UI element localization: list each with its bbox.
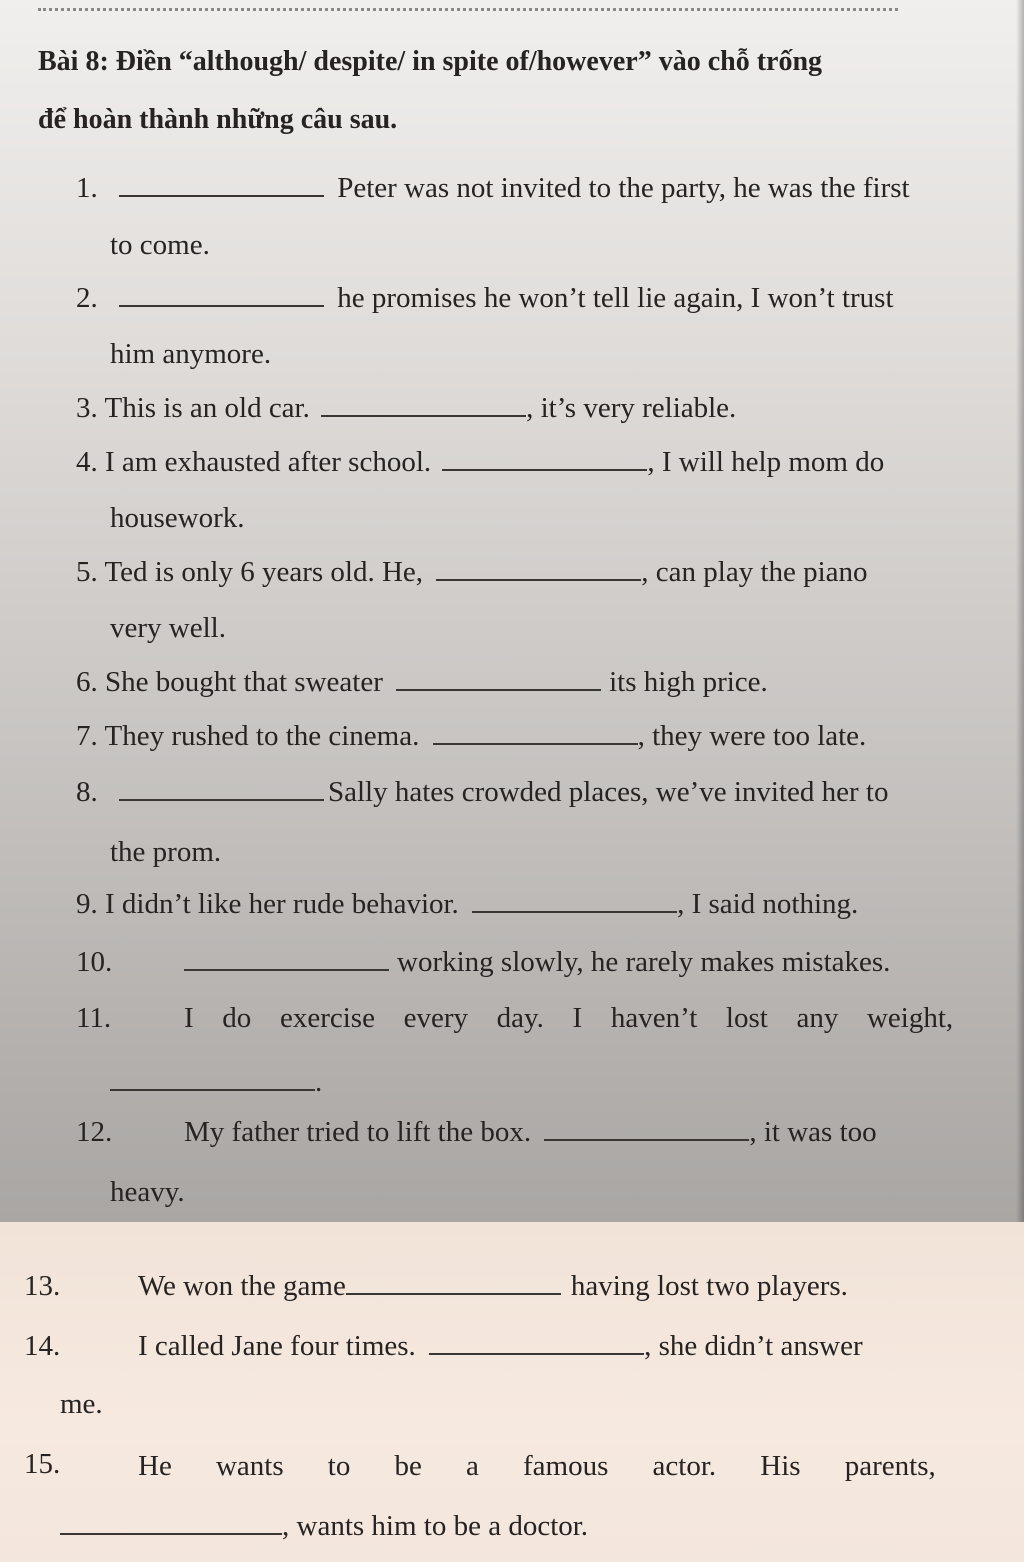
answer-blank-5 (436, 555, 641, 581)
answer-blank-7 (433, 719, 638, 745)
exercise-instruction: để hoàn thành những câu sau. (38, 104, 398, 135)
page-edge-shadow (1016, 0, 1024, 1222)
item-5: 5. Ted is only 6 years old. He, , can play the piano (76, 556, 868, 588)
item-11: I do exercise every day. I haven’t lost any weight, (184, 1002, 954, 1034)
item-13: 13. We won the game having lost two players. (24, 1270, 848, 1302)
item-10: 10. working slowly, he rarely makes mistakes. (76, 946, 891, 978)
answer-blank-14 (429, 1329, 644, 1355)
item-15: He wants to be a famous actor. His parents, (138, 1450, 936, 1482)
item-1: 1. Peter was not invited to the party, he was the first (76, 172, 910, 204)
item-2: 2. he promises he won’t tell lie again, I won’t trust (76, 282, 894, 314)
answer-blank-6 (396, 665, 601, 691)
item-2-continued: him anymore. (110, 338, 272, 370)
exercise-title: Bài 8: Điền “although/ despite/ in spite of/however” vào chỗ trống (38, 46, 823, 77)
answer-blank-2 (119, 281, 324, 307)
item-7: 7. They rushed to the cinema. , they were too late. (76, 720, 867, 752)
item-11-number: 11. (76, 1002, 112, 1034)
item-1-continued: to come. (110, 229, 210, 261)
item-15-continued: , wants him to be a doctor. (60, 1508, 588, 1544)
item-4-continued: housework. (110, 502, 245, 534)
answer-blank-9 (472, 887, 677, 913)
answer-blank-12 (544, 1115, 749, 1141)
answer-blank-13 (346, 1269, 561, 1295)
answer-blank-3 (321, 391, 526, 417)
answer-blank-10 (184, 945, 389, 971)
item-9: 9. I didn’t like her rude behavior. , I said nothing. (76, 888, 859, 920)
answer-blank-11 (110, 1065, 315, 1091)
answer-blank-1 (119, 171, 324, 197)
item-4: 4. I am exhausted after school. , I will help mom do (76, 446, 885, 478)
answer-blank-15 (60, 1509, 282, 1535)
item-5-continued: very well. (110, 612, 226, 644)
item-12-continued: heavy. (110, 1176, 185, 1208)
item-12: 12. My father tried to lift the box. , it was too (76, 1116, 877, 1148)
item-14: 14. I called Jane four times. , she didn’t answer (24, 1330, 863, 1362)
item-8-continued: the prom. (110, 836, 222, 868)
item-15-number: 15. (24, 1448, 61, 1480)
item-8: 8. Sally hates crowded places, we’ve invited her to (76, 776, 889, 808)
item-6: 6. She bought that sweater its high price. (76, 666, 768, 698)
item-11-continued: . (110, 1064, 322, 1100)
answer-blank-4 (442, 445, 647, 471)
dotted-divider (38, 8, 898, 11)
answer-blank-8 (119, 775, 324, 801)
item-14-continued: me. (60, 1388, 103, 1420)
item-3: 3. This is an old car. , it’s very reliable. (76, 392, 737, 424)
